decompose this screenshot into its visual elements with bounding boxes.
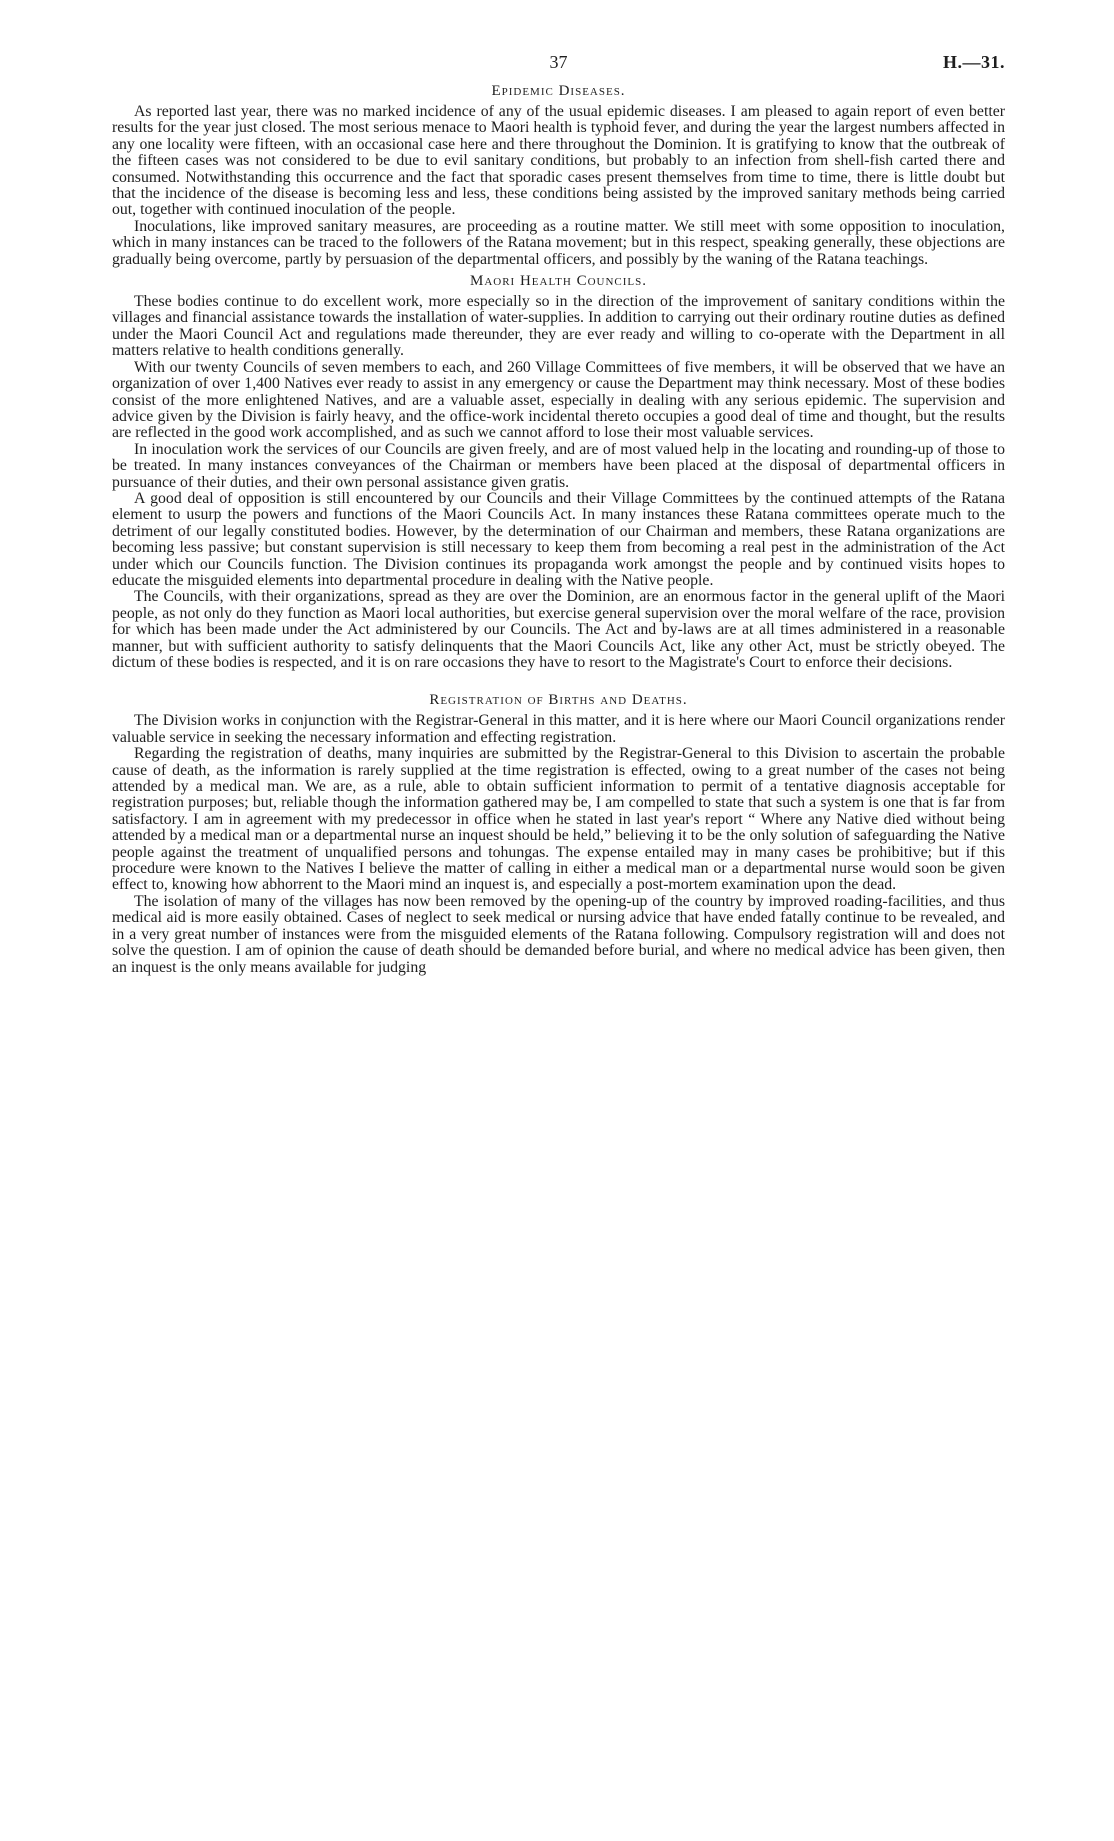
section-epidemic-diseases	[112, 82, 1005, 268]
paragraph: Inoculations, like improved sanitary measures, are proceeding as a routine matter. We still meet with some opposition to inoculation, which in many instances can be traced to the followers of the Ratana movement; but in this respect, speaking generally, these objections are gradually being overcome, partly by persuasion of the departmental officers, and possibly by the waning of the Ratana teachings.	[112, 217, 1005, 268]
section-maori-health-councils	[112, 272, 1005, 671]
section-registration-births-deaths	[112, 691, 1005, 976]
page-header	[112, 52, 1005, 82]
paragraph: Regarding the registration of deaths, many inquiries are submitted by the Registrar-General to this Division to ascertain the probable cause of death, as the information is rarely supplied at the time registration is effected, owing to a great number of the cases not being attended by a medical man. We are, as a rule, able to obtain sufficient information to permit of a tentative diagnosis acceptable for registration purposes; but, reliable though the information gathered may be, I am compelled to state that such a system is one that is far from satisfactory. I am in agreement with my predecessor in office when he stated in last year's report “ Where any Native died without being attended by a medical man or a departmental nurse an inquest should be held,” believing it to be the only solution of safeguarding the Native people against the treatment of unqualified persons and tohungas. The expense entailed may in many cases be prohibitive; but if this procedure were known to the Natives I believe the matter of calling in either a medical man or a departmental nurse would soon be given effect to, knowing how abhorrent to the Maori mind an inquest is, and especially a post-mortem examination upon the dead.	[112, 745, 1005, 894]
paragraph: These bodies continue to do excellent work, more especially so in the direction of the improvement of sanitary conditions within the villages and financial assistance towards the installation of water-supplies. In addition to carrying out their ordinary routine duties as defined under the Maori Council Act and regulations made thereunder, they are ever ready and willing to co-operate with the Department in all matters relative to health conditions generally.	[112, 293, 1005, 360]
paragraph: As reported last year, there was no marked incidence of any of the usual epidemic diseases. I am pleased to again report of even better results for the year just closed. The most serious menace to Maori health is typhoid fever, and during the year the largest numbers affected in any one locality were fifteen, with an occasional case here and there throughout the Dominion. It is gratifying to know that the outbreak of the fifteen cases was not considered to be due to evil sanitary conditions, but probably to an infection from shell-fish carted there and consumed. Notwithstanding this occurrence and the fact that sporadic cases present themselves from time to time, there is little doubt but that the incidence of the disease is becoming less and less, these conditions being assisted by the improved sanitary methods being carried out, together with continued inoculation of the people.	[112, 103, 1005, 219]
section-heading: Registration of Births and Deaths.	[429, 692, 688, 709]
paragraph: A good deal of opposition is still encountered by our Councils and their Village Committees by the continued attempts of the Ratana element to usurp the powers and functions of the Maori Councils Act. In many instances these Ratana committees operate much to the detriment of our legally constituted bodies. However, by the determination of our Chairman and members, these Ratana organizations are becoming less passive; but constant supervision is still necessary to keep them from becoming a real pest in the administration of the Act under which our Councils function. The Division continues its propaganda work amongst the people and by continued visits hopes to educate the misguided elements into departmental procedure in dealing with the Native people.	[112, 489, 1005, 589]
paragraph: In inoculation work the services of our Councils are given freely, and are of most valued help in the locating and rounding-up of those to be treated. In many instances conveyances of the Chairman or members have been placed at the disposal of departmental officers in pursuance of their duties, and their own personal assistance given gratis.	[112, 440, 1005, 491]
paragraph: The isolation of many of the villages has now been removed by the opening-up of the country by improved roading-facilities, and thus medical aid is more easily obtained. Cases of neglect to seek medical or nursing advice that have ended fatally continue to be revealed, and in a very great number of instances were from the misguided elements of the Ratana following. Compulsory registration will and does not solve the question. I am of opinion the cause of death should be demanded before burial, and where no medical advice has been given, then an inquest is the only means available for judging	[112, 892, 1005, 976]
paragraph: The Division works in conjunction with the Registrar-General in this matter, and it is here where our Maori Council organizations render valuable service in seeking the necessary information and effecting registration.	[112, 712, 1005, 746]
section-heading: Epidemic Diseases.	[491, 83, 626, 99]
document-page	[112, 52, 1005, 976]
paragraph: The Councils, with their organizations, spread as they are over the Dominion, are an enormous factor in the general uplift of the Maori people, as not only do they function as Maori local authorities, but exercise general supervision over the moral welfare of the race, provision for which has been made under the Act administered by our Councils. The Act and by-laws are at all times administered in a reasonable manner, but with sufficient authority to satisfy delinquents that the Maori Councils Act, like any other Act, must be strictly obeyed. The dictum of these bodies is respected, and it is on rare occasions they have to resort to the Magistrate's Court to enforce their decisions.	[112, 588, 1005, 671]
page-number: 37	[549, 52, 568, 72]
paragraph: With our twenty Councils of seven members to each, and 260 Village Committees of five members, it will be observed that we have an organization of over 1,400 Natives ever ready to assist in any emergency or cause the Department may think necessary. Most of these bodies consist of the more enlightened Natives, and are a valuable asset, especially in dealing with any serious epidemic. The supervision and advice given by the Division is fairly heavy, and the office-work incidental thereto occupies a good deal of time and thought, but the results are reflected in the good work accomplished, and as such we cannot afford to lose their most valuable services.	[112, 358, 1005, 442]
section-heading: Maori Health Councils.	[469, 273, 648, 290]
document-reference: H.—31.	[942, 52, 1005, 72]
